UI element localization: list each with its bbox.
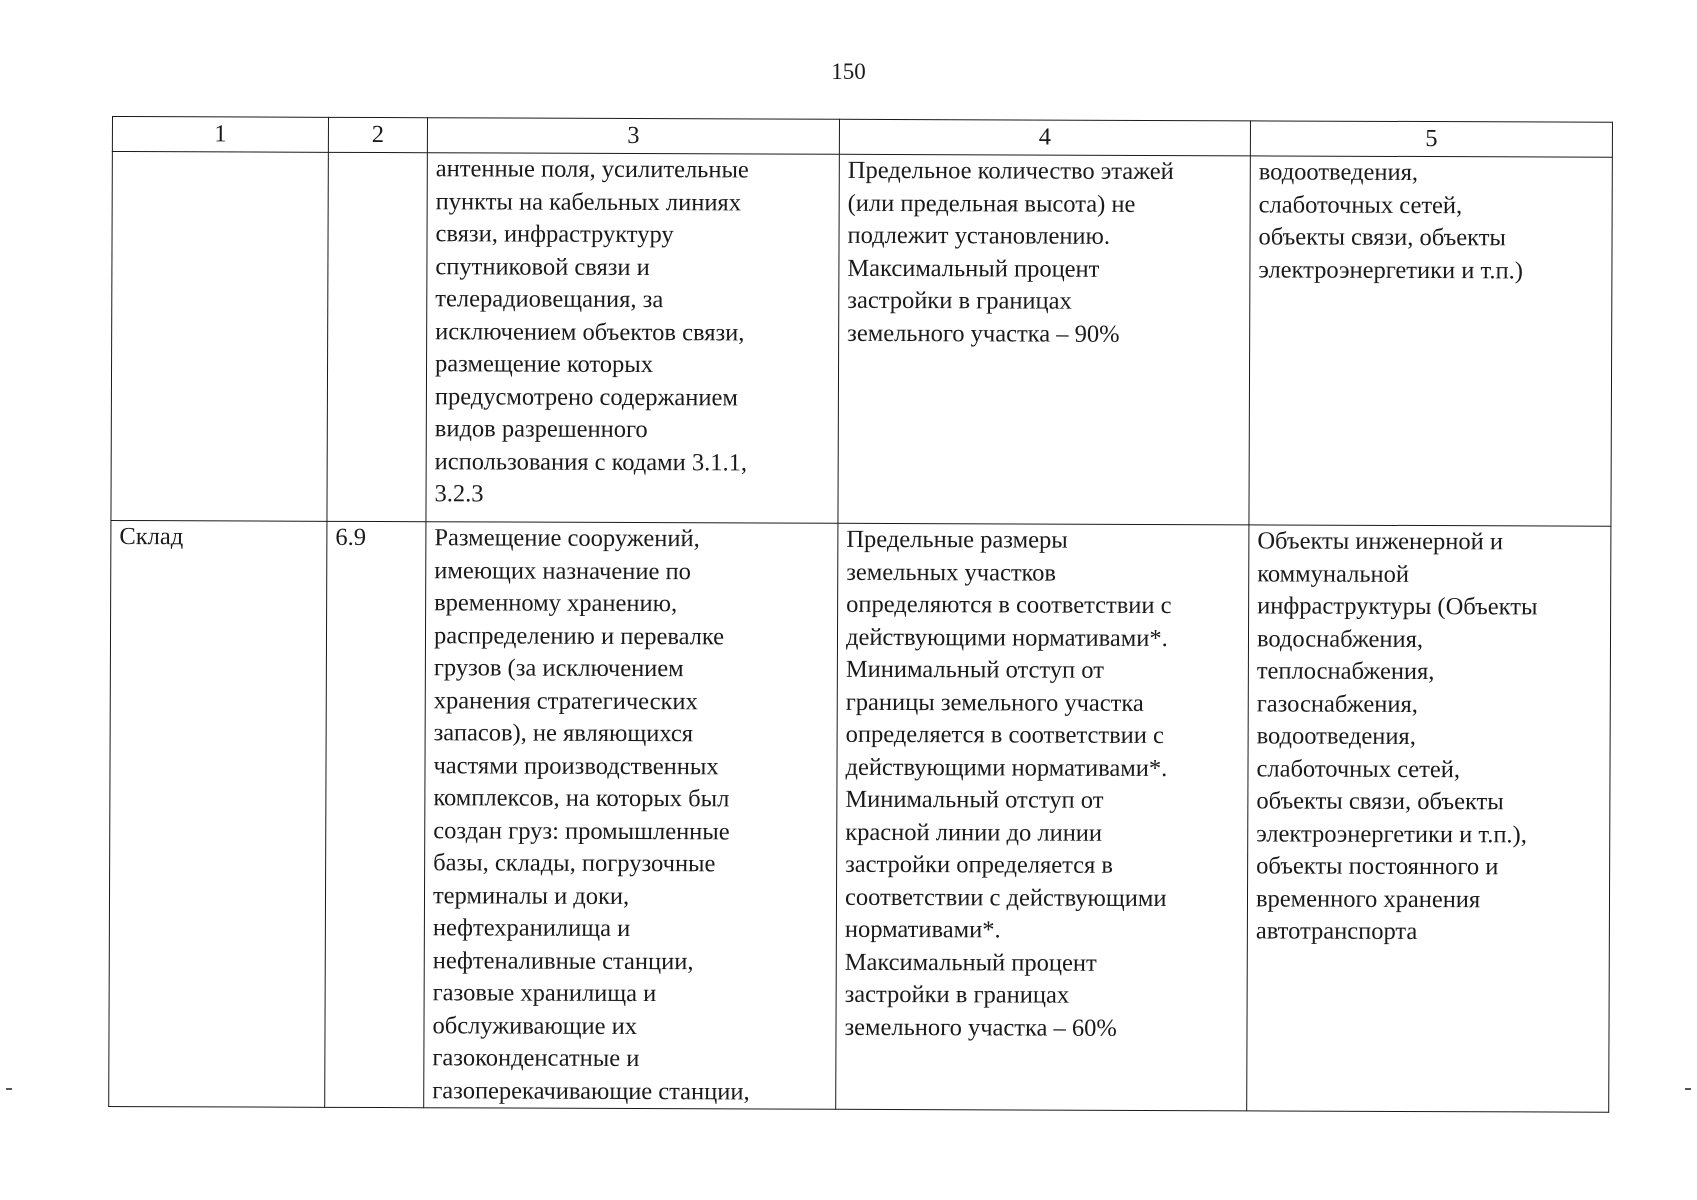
regulations-table xyxy=(108,116,1613,1113)
use-code-cell xyxy=(327,152,427,521)
use-description-cell xyxy=(424,522,838,1110)
regulations-table-container xyxy=(108,116,1612,1105)
use-code: 6.9 xyxy=(335,523,367,551)
auxiliary-uses-text: водоотведения, слаботочных сетей, объекты связи, объекты электроэнергетики и т.п.) xyxy=(1258,158,1523,284)
use-description: антенные поля, усилительные пункты на кабельных линиях связи, инфраструктуру спутниковой связи и телерадиовещания, за исключением объектов связи, размещение которых предусмотрено содержанием видов разрешенного использования с кодами 3.1.1, 3.2.3 xyxy=(434,155,749,508)
column-number-5: 5 xyxy=(1250,121,1612,157)
auxiliary-uses-text: Объекты инженерной и коммунальной инфраструктуры (Объекты водоснабжения, теплоснабжения, газоснабжения, водоотведения, слаботочных сетей, объекты связи, объекты электроэнергетики и т.п.), объекты постоянного и временного хранения автотранспорта xyxy=(1255,527,1538,946)
auxiliary-uses-cell xyxy=(1247,525,1611,1112)
parameters-cell xyxy=(836,523,1249,1111)
auxiliary-uses-cell xyxy=(1249,156,1612,526)
use-name: Склад xyxy=(119,523,184,551)
parameters-text: Предельные размеры земельных участков определяются в соответствии с действующими нормативами*. Минимальный отступ от границы земельного участка определяется в соответствии с действующими нормативами*. Минимальный отступ от красной линии до линии застройки определяется в соответствии с действующими нормативами*. Максимальный процент застройки в границах земельного участка – 60% xyxy=(844,525,1172,1042)
parameters-cell xyxy=(838,154,1250,525)
use-name-cell xyxy=(109,520,327,1107)
use-description: Размещение сооружений, имеющих назначение по временному хранению, распределению и перевалке грузов (за исключением хранения стратегических запасов), не являющихся частями производственных комплексов, на которых был создан груз: промышленные базы, склады, погрузочные терминалы и доки, нефтехранилища и нефтеналивные станции, газовые хранилища и обслуживающие их газоконденсатные и газоперекачивающие станции, xyxy=(432,524,750,1105)
use-code-cell xyxy=(325,521,426,1107)
column-number-1: 1 xyxy=(112,117,328,153)
column-number-4: 4 xyxy=(839,119,1250,156)
use-name-cell xyxy=(111,152,328,522)
use-description-cell xyxy=(426,153,839,524)
scan-margin-mark-left xyxy=(6,1088,12,1090)
use-name xyxy=(121,152,320,153)
page-number: 150 xyxy=(831,59,866,84)
parameters-text: Предельное количество этажей (или предельная высота) не подлежит установлению. Максимальный процент застройки в границах земельного участка – 90% xyxy=(847,156,1174,348)
column-number-2: 2 xyxy=(328,117,427,152)
table-row xyxy=(111,152,1612,527)
table-header-row xyxy=(112,117,1612,158)
table-row xyxy=(109,520,1611,1112)
scan-margin-mark-right xyxy=(1685,1088,1691,1090)
column-number-3: 3 xyxy=(427,118,839,155)
